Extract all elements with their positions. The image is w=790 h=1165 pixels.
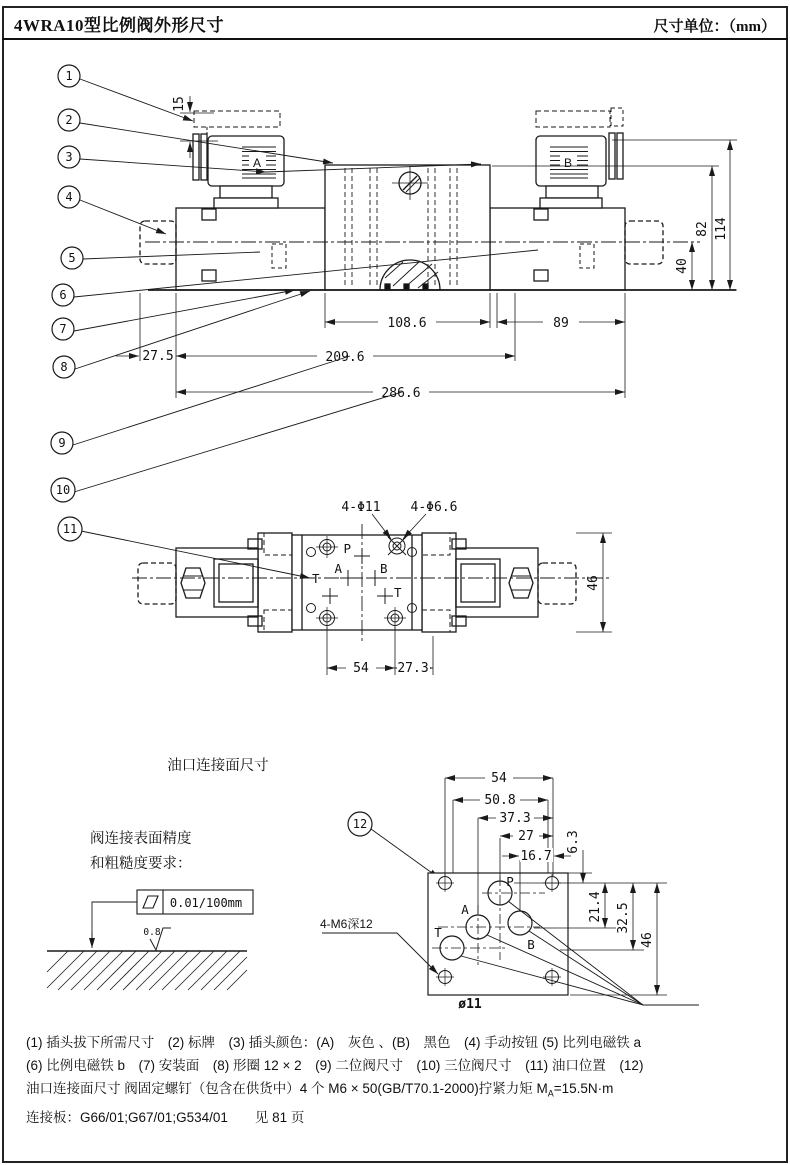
subplate-port-p: P: [506, 874, 514, 889]
manual-button-right: [625, 221, 663, 264]
callout-11: 11: [62, 522, 78, 536]
connector-a-label: A: [252, 156, 262, 170]
thread-note: 4-M6深12: [320, 917, 373, 931]
connector-b: [536, 108, 623, 208]
dim-50-8: 50.8: [484, 793, 516, 808]
callout-6: 6: [59, 288, 67, 302]
subplate-port-t: T: [434, 925, 442, 940]
dim-114: 114: [714, 217, 729, 241]
dim-46-top: 46: [586, 575, 601, 591]
callout-1: 1: [65, 69, 73, 83]
note-line-3-suffix: =15.5N·m: [553, 1081, 614, 1096]
dim-16-7: 16.7: [520, 849, 552, 864]
surface-req-line2: 和粗糙度要求：: [90, 856, 192, 872]
valve-body: [325, 165, 490, 290]
callout-4: 4: [65, 190, 73, 204]
note-line-3-text: 油口连接面尺寸 阀固定螺钉（包含在供货中）4 个 M6 × 50(GB/T70.1-2000)拧紧力矩 M: [26, 1081, 548, 1096]
surface-hatching: [47, 951, 247, 990]
port-b-label: B: [380, 561, 388, 576]
dim-15: 15: [172, 96, 187, 112]
units-label: 尺寸单位：（mm）: [653, 19, 776, 35]
dim-27-5: 27.5: [142, 349, 174, 364]
dim-54-top: 54: [353, 661, 369, 676]
dim-6-3: 6.3: [566, 830, 581, 854]
manual-button-right-top: [538, 563, 576, 604]
flatness-value: 0.01/100mm: [169, 896, 243, 910]
callout-12: 12: [352, 817, 368, 831]
port-p-label: P: [343, 541, 351, 556]
plug-removed-outline-b: [536, 111, 610, 127]
note-line-2: (6) 比例电磁铁 b (7) 安装面 (8) 形圈 12 × 2 (9) 二位阀尺寸 (10) 三位阀尺寸 (11) 油口位置 (12): [26, 1058, 644, 1073]
solenoid-a-body: [176, 208, 325, 290]
note-line-1: (1) 插头拔下所需尺寸 (2) 标牌 (3) 插头颜色：(A) 灰色 、(B) 黑色 (4) 手动按钮 (5) 比列电磁铁 a: [26, 1035, 642, 1050]
callout-5: 5: [68, 251, 76, 265]
hole-note-phi66: 4-Φ6.6: [410, 500, 458, 515]
dim-40: 40: [675, 258, 690, 274]
callout-3: 3: [65, 150, 73, 164]
manual-button-left-top: [138, 563, 176, 604]
surface-req-line1: 阀连接表面精度: [90, 831, 192, 847]
roughness-value: 0.8: [143, 927, 161, 938]
callout-10: 10: [55, 483, 71, 497]
dim-46-sub: 46: [640, 932, 655, 948]
callout-2: 2: [65, 113, 73, 127]
surface-requirements: [47, 757, 269, 990]
top-view: [132, 524, 610, 641]
dim-82: 82: [695, 221, 710, 237]
legend-notes: [26, 1031, 771, 1129]
dim-27-3: 27.3: [397, 661, 429, 676]
note-line-3: [26, 1077, 771, 1106]
port-t-right-label: T: [394, 585, 402, 600]
subplate-port-b: B: [527, 937, 535, 952]
dim-21-4: 21.4: [588, 891, 603, 923]
page-title: 4WRA10型比例阀外形尺寸: [14, 16, 225, 35]
dim-89: 89: [553, 316, 569, 331]
dim-108-6: 108.6: [387, 316, 427, 331]
callout-8: 8: [60, 360, 68, 374]
port-a-label: A: [334, 561, 342, 576]
solenoid-b-body: [490, 208, 625, 290]
dim-209-6: 209.6: [325, 350, 365, 365]
note-line-4: 连接板：G66/01;G67/01;G534/01 见 81 页: [26, 1109, 305, 1125]
surface-section-title: 油口连接面尺寸: [167, 758, 269, 774]
hole-dia-note: ø11: [458, 997, 482, 1012]
connector-b-label: B: [563, 156, 573, 170]
dim-286-6: 286.6: [381, 386, 421, 401]
dim-32-5: 32.5: [616, 902, 631, 934]
callout-7: 7: [59, 322, 67, 336]
dim-54-sub: 54: [491, 771, 507, 786]
dim-27: 27: [518, 829, 534, 844]
hole-note-phi11: 4-Φ11: [341, 500, 381, 515]
note-line-3-subscript: A: [547, 1088, 554, 1099]
side-view: [140, 108, 736, 290]
callout-9: 9: [58, 436, 66, 450]
dim-37-3: 37.3: [499, 811, 531, 826]
subplate-port-a: A: [461, 902, 469, 917]
port-t-left-label: T: [312, 571, 320, 586]
manual-button-left: [140, 221, 176, 264]
connector-a: [193, 111, 284, 208]
